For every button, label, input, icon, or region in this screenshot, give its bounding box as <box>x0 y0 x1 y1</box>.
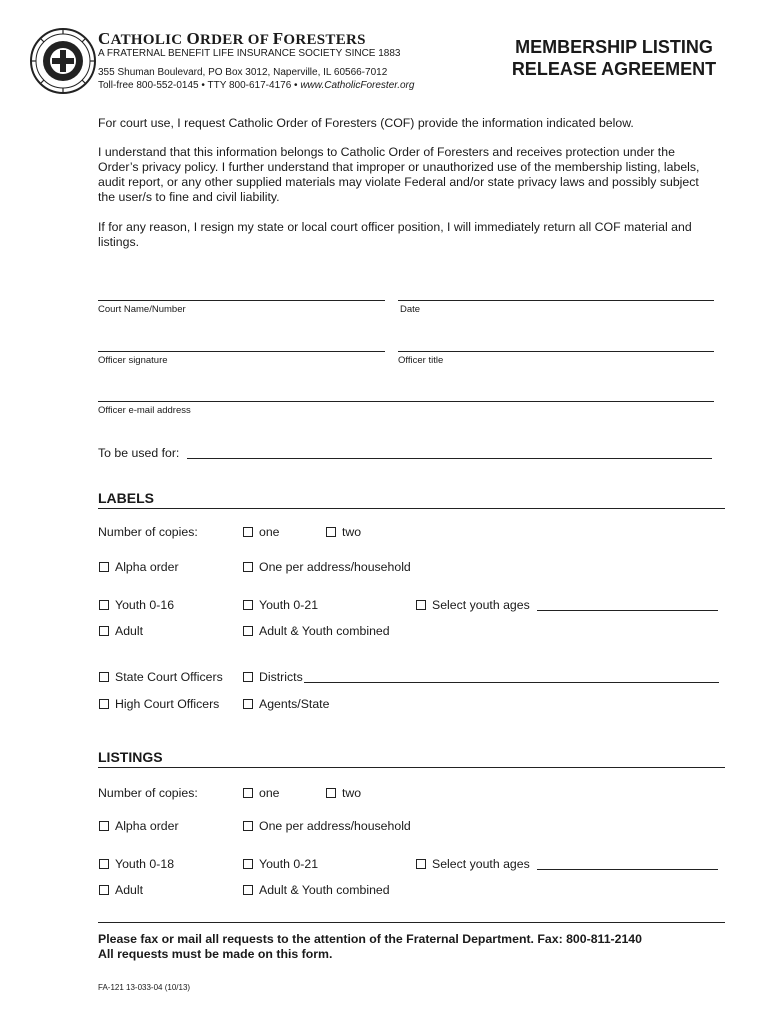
listings-select-youth-ages[interactable]: Select youth ages <box>416 857 530 871</box>
court-name-label: Court Name/Number <box>98 304 186 315</box>
labels-youth-0-16[interactable]: Youth 0-16 <box>99 598 174 612</box>
labels-heading: LABELS <box>98 490 154 506</box>
checkbox[interactable] <box>243 821 253 831</box>
date-label: Date <box>400 304 421 315</box>
checkbox[interactable] <box>99 600 109 610</box>
listings-adult-youth-combined[interactable]: Adult & Youth combined <box>243 883 390 897</box>
listings-youth-ages-line[interactable] <box>537 869 718 870</box>
listings-copies-two[interactable]: two <box>326 786 361 800</box>
listings-copies-label: Number of copies: <box>98 786 198 800</box>
checkbox[interactable] <box>99 699 109 709</box>
cof-seal-logo <box>30 28 96 94</box>
checkbox[interactable] <box>99 672 109 682</box>
labels-one-per-address[interactable]: One per address/household <box>243 560 411 574</box>
date-line[interactable] <box>398 300 714 301</box>
officer-title-label: Officer title <box>398 355 444 366</box>
listings-copies-one[interactable]: one <box>243 786 280 800</box>
listings-youth-0-21[interactable]: Youth 0-21 <box>243 857 318 871</box>
labels-copies-label: Number of copies: <box>98 525 198 539</box>
notice-rule <box>98 922 725 923</box>
checkbox[interactable] <box>243 885 253 895</box>
checkbox[interactable] <box>416 600 426 610</box>
labels-districts[interactable]: Districts <box>243 670 303 684</box>
checkbox[interactable] <box>416 859 426 869</box>
labels-alpha-order[interactable]: Alpha order <box>99 560 179 574</box>
listings-alpha-order[interactable]: Alpha order <box>99 819 179 833</box>
document-title: MEMBERSHIP LISTING RELEASE AGREEMENT <box>511 37 717 79</box>
checkbox[interactable] <box>243 562 253 572</box>
labels-select-youth-ages[interactable]: Select youth ages <box>416 598 530 612</box>
paragraph-resign: If for any reason, I resign my state or local court officer position, I will immediately return all COF material and listings. <box>98 220 692 249</box>
org-address: 355 Shuman Boulevard, PO Box 3012, Naperville, IL 60566-7012 <box>98 67 388 78</box>
checkbox[interactable] <box>326 527 336 537</box>
checkbox[interactable] <box>99 885 109 895</box>
paragraph-privacy: I understand that this information belongs to Catholic Order of Foresters and receives protection under the Order’s privacy policy. I further understand that improper or unauthorized use of the membership listing, labels, audit report, or any other supplied materials may violate Federal and/or state privacy laws and possibly subject the user/s to fine and civil liability. <box>98 145 700 204</box>
checkbox[interactable] <box>326 788 336 798</box>
listings-adult[interactable]: Adult <box>99 883 143 897</box>
notice-line-2: All requests must be made on this form. <box>98 947 333 961</box>
notice-line-1: Please fax or mail all requests to the attention of the Fraternal Department. Fax: 800-811-2140 <box>98 932 642 946</box>
listings-youth-0-18[interactable]: Youth 0-18 <box>99 857 174 871</box>
labels-high-court-officers[interactable]: High Court Officers <box>99 697 219 711</box>
checkbox[interactable] <box>243 672 253 682</box>
officer-signature-label: Officer signature <box>98 355 168 366</box>
org-tagline: A FRATERNAL BENEFIT LIFE INSURANCE SOCIETY SINCE 1883 <box>98 48 401 59</box>
labels-agents-state[interactable]: Agents/State <box>243 697 329 711</box>
form-code: FA-121 13-033-04 (10/13) <box>98 983 191 992</box>
officer-email-label: Officer e-mail address <box>98 405 191 416</box>
checkbox[interactable] <box>99 562 109 572</box>
officer-email-line[interactable] <box>98 401 714 402</box>
checkbox[interactable] <box>243 527 253 537</box>
labels-adult-youth-combined[interactable]: Adult & Youth combined <box>243 624 390 638</box>
org-phone: Toll-free 800-552-0145 • TTY 800-617-4176 • www.CatholicForester.org <box>98 80 415 91</box>
checkbox[interactable] <box>99 859 109 869</box>
checkbox[interactable] <box>99 821 109 831</box>
listings-rule <box>98 767 725 768</box>
org-website: www.CatholicForester.org <box>300 80 415 91</box>
officer-title-line[interactable] <box>398 351 714 352</box>
to-be-used-for-label: To be used for: <box>98 446 180 460</box>
checkbox[interactable] <box>99 626 109 636</box>
checkbox[interactable] <box>243 626 253 636</box>
listings-heading: LISTINGS <box>98 749 163 765</box>
listings-one-per-address[interactable]: One per address/household <box>243 819 411 833</box>
to-be-used-for-line[interactable] <box>187 458 712 459</box>
checkbox[interactable] <box>243 788 253 798</box>
labels-youth-0-21[interactable]: Youth 0-21 <box>243 598 318 612</box>
org-name: CATHOLIC ORDER OF FORESTERS <box>98 29 366 48</box>
checkbox[interactable] <box>243 859 253 869</box>
checkbox[interactable] <box>243 699 253 709</box>
court-name-line[interactable] <box>98 300 385 301</box>
paragraph-request: For court use, I request Catholic Order of Foresters (COF) provide the information indicated below. <box>98 116 634 130</box>
labels-rule <box>98 508 725 509</box>
labels-copies-two[interactable]: two <box>326 525 361 539</box>
officer-signature-line[interactable] <box>98 351 385 352</box>
labels-youth-ages-line[interactable] <box>537 610 718 611</box>
labels-state-court-officers[interactable]: State Court Officers <box>99 670 223 684</box>
labels-adult[interactable]: Adult <box>99 624 143 638</box>
checkbox[interactable] <box>243 600 253 610</box>
labels-districts-line[interactable] <box>304 682 719 683</box>
labels-copies-one[interactable]: one <box>243 525 280 539</box>
